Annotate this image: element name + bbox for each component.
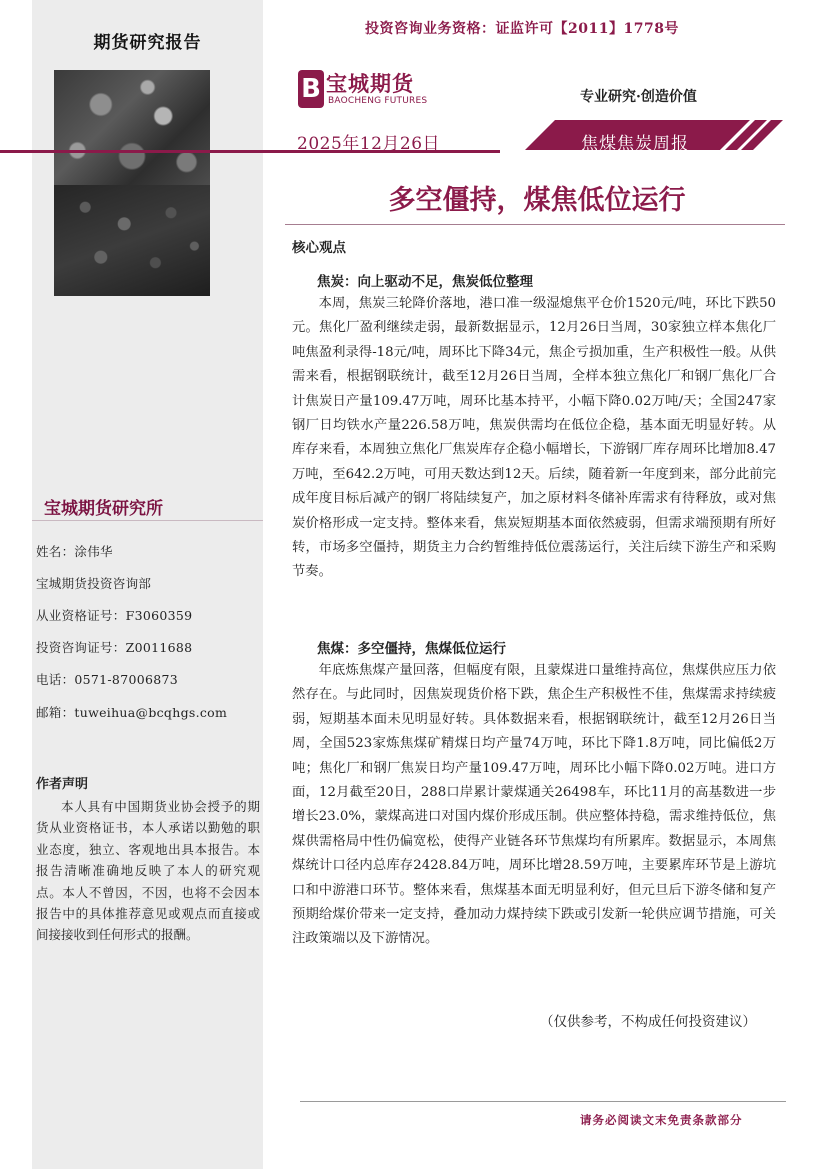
author-declaration-title: 作者声明 [36,777,89,792]
slogan: 专业研究·创造价值 [580,89,697,105]
report-date: 2025年12月26日 [297,134,441,154]
qualification-number: 从业资格证号：F3060359 [36,608,193,623]
department: 宝城期货投资咨询部 [36,576,152,591]
analyst-name: 姓名：涂伟华 [36,544,113,559]
coking-coal-section-text: 年底炼焦煤产量回落，但幅度有限，且蒙煤进口量维持高位，焦煤供应压力依然存在。与此同时，因焦炭现货价格下跌，焦企生产积极性不佳，焦煤需求持续疲弱，短期基本面未见明显好转。具体数据来看，根据钢联统计，截至12月26日当周，全国523家炼焦煤矿精煤日均产量74万吨，环比下降1.8万吨，同比偏低2万吨；焦化厂和钢厂焦炭日均产量109.47万吨，周环比小幅下降0.02万吨。进口方面，12月截至20日，288口岸累计蒙煤通关26498车，环比11月的高基数进一步增长23.0%，蒙煤高进口对国内煤价形成压制。供应整体持稳，需求维持低位，焦煤供需格局中性仍偏宽松，使得产业链各环节焦煤均有所累库。数据显示，本周焦煤统计口径内总库存2428.84万吨，周环比增28.59万吨，主要累库环节是上游坑口和中游港口环节。整体来看，焦煤基本面无明显利好，但元旦后下游冬储和复产预期给煤价带来一定支持，叠加动力煤持续下跌或引发新一轮供应调节措施，可关注政策端以及下游情况。 [292,663,776,947]
report-type: 焦煤焦炭周报 [581,134,689,154]
coking-coal-section-heading: 焦煤：多空僵持，焦煤低位运行 [317,641,506,657]
research-institute-name: 宝城期货研究所 [44,499,163,519]
author-declaration-text: 本人具有中国期货业协会授予的期货从业资格证书，本人承诺以勤勉的职业态度，独立、客观地出具本报告。本报告清晰准确地反映了本人的研究观点。本人不曾因，不因，也将不会因本报告中的具体推荐意见或观点而直接或间接接收到任何形式的报酬。 [36,799,260,943]
sidebar [32,0,263,1169]
footer-divider [300,1101,786,1102]
email: 邮箱：tuweihua@bcqhgs.com [36,705,228,720]
company-logo [298,68,438,112]
reference-note: （仅供参考，不构成任何投资建议） [540,1014,756,1030]
coke-section-heading: 焦炭：向上驱动不足，焦炭低位整理 [317,274,533,290]
coke-section-text: 本周，焦炭三轮降价落地，港口准一级湿熄焦平仓价1520元/吨，环比下跌50元。焦化厂盈利继续走弱，最新数据显示，12月26日当周，30家独立样本焦化厂吨焦盈利录得-18元/吨，周环比下降34元，焦企亏损加重，生产积极性一般。从供需来看，根据钢联统计，截至12月26日当周，全样本独立焦化厂和钢厂焦化厂合计焦炭日产量109.47万吨，周环比基本持平，小幅下降0.02万吨/天；全国247家钢厂日均铁水产量226.58万吨，焦炭供需均在低位企稳，基本面无明显好转。从库存来看，本周独立焦化厂焦炭库存企稳小幅增长，下游钢厂库存周环比增加8.47万吨，至642.2万吨，可用天数达到12天。后续，随着新一年度到来，部分此前完成年度目标后减产的钢厂将陆续复产，加之原材料冬储补库需求有待释放，或对焦炭价格形成一定支持。整体来看，焦炭短期基本面依然疲弱，但需求端预期有所好转，市场多空僵持，期货主力合约暂维持低位震荡运行，关注后续下游生产和采购节奏。 [292,296,776,580]
core-viewpoint-label: 核心观点 [292,240,346,256]
coal-photo-bottom [54,185,210,296]
divider [285,224,785,225]
logo-english-name: BAOCHENG FUTURES [328,96,428,106]
page-title: 多空僵持，煤焦低位运行 [388,185,686,216]
footer-disclaimer-link: 请务必阅读文末免责条款部分 [580,1113,743,1127]
divider [32,520,263,521]
consulting-number: 投资咨询证号：Z0011688 [36,640,193,655]
coal-photo-top [54,70,210,185]
report-category-title: 期货研究报告 [93,33,202,53]
phone: 电话：0571-87006873 [36,672,178,687]
logo-mark-icon: B [298,70,324,108]
logo-chinese-name: 宝城期货 [326,71,414,96]
qualification-license: 投资咨询业务资格：证监许可【2011】1778号 [365,21,679,37]
